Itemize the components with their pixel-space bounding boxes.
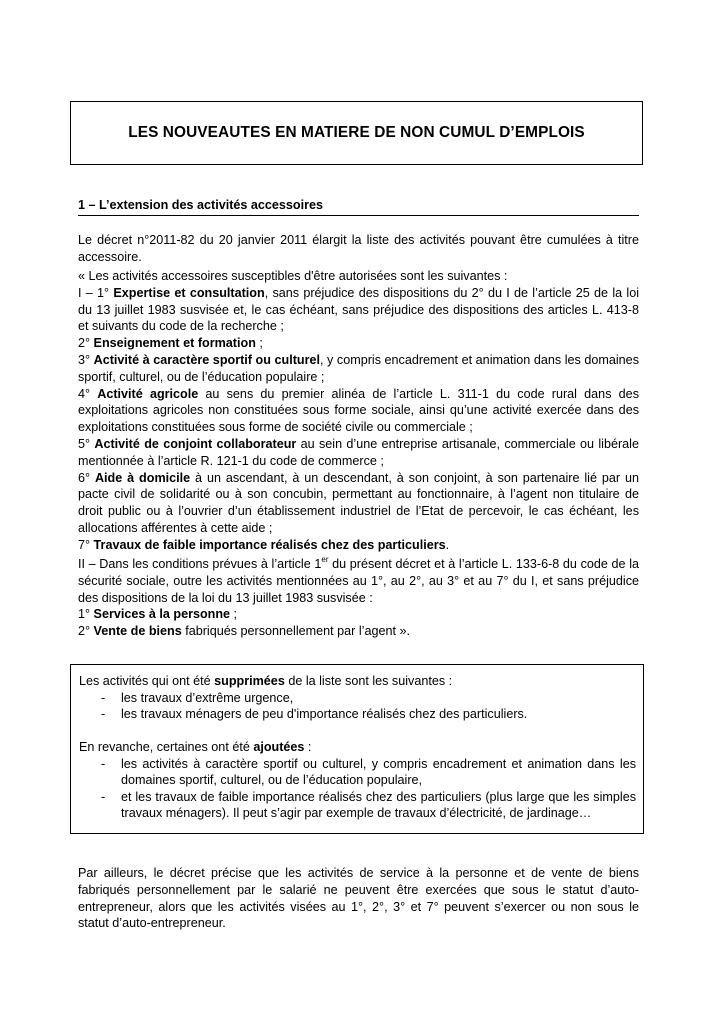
added-list [79,756,636,822]
section-heading: 1 – L’extension des activités accessoires [78,197,639,216]
ii-item-2: 2° Vente de biens fabriqués personnellement par l’agent ». [78,624,410,639]
item-5: 5° Activité de conjoint collaborateur au sein d’une entreprise artisanale, commerciale ou libérale mentionnée à l’article R. 121-1 du code de commerce ; [78,436,639,468]
section-ii [78,556,639,640]
added-intro: En revanche, certaines ont été ajoutées : [79,740,312,754]
removed-intro: Les activités qui ont été supprimées de la liste sont les suivantes : [79,674,453,688]
summary-box [70,664,644,834]
title-box [70,101,643,165]
list-item: - et les travaux de faible importance réalisés chez des particuliers (plus large que les simples travaux ménagers). Il peut s’agir par exemple de travaux d’électricité, de jardinage… [101,789,636,820]
ii-item-1: 1° Services à la personne ; [78,607,238,622]
list-item: - les activités à caractère sportif ou culturel, y compris encadrement et animation dans les domaines sportif, culturel, ou de l’éducation populaire, [101,756,636,787]
item-3: 3° Activité à caractère sportif ou culturel, y compris encadrement et animation dans les domaines sportif, culturel, ou de l’éducation populaire ; [78,352,639,384]
decree-quote [78,268,639,554]
page-title: LES NOUVEAUTES EN MATIERE DE NON CUMUL D’EMPLOIS [128,124,585,141]
list-item: - les travaux d’extrême urgence, [101,690,294,705]
intro-paragraph [78,232,639,266]
item-2: 2° Enseignement et formation ; [78,336,263,351]
list-item: - les travaux ménagers de peu d'importance réalisés chez des particuliers. [101,707,528,721]
item-6: 6° Aide à domicile à un ascendant, à un descendant, à son conjoint, à son partenaire lié par un pacte civil de solidarité ou à son concubin, permettant au fonctionnaire, à l’agent non titulaire de droit public ou à l’ouvrier d’un établissement industriel de l’Etat de percevoir, le cas échéant, les allocations afférentes à cette aide ; [78,470,639,535]
quote-open: « Les activités accessoires susceptibles d'être autorisées sont les suivantes : [78,269,508,283]
removed-list [79,690,636,723]
item-1: I – 1° Expertise et consultation, sans préjudice des dispositions du 2° du I de l’article 25 de la loi du 13 juillet 1983 susvisée et, le cas échéant, sans préjudice des dispositions des articles L. 413-8 et suivants du code de la recherche ; [78,285,639,334]
closing-text: Par ailleurs, le décret précise que les activités de service à la personne et de vente de biens fabriqués personnellement par le salarié ne peuvent être exercées que sous le statut d’auto-entrepreneur, alors que les activités visées au 1°, 2°, 3° et 7° peuvent s’exercer ou non sous le statut d’auto-entrepreneur. [78,866,639,931]
closing-paragraph [78,865,639,932]
item-7: 7° Travaux de faible importance réalisés chez des particuliers. [78,537,450,552]
item-4: 4° Activité agricole au sens du premier alinéa de l’article L. 311-1 du code rural dans des exploitations agricoles non constituées sous forme sociale, ainsi qu’une activité exercée dans des exploitations constituées sous forme de société civile ou commerciale ; [78,386,639,435]
intro-text: Le décret n°2011-82 du 20 janvier 2011 élargit la liste des activités pouvant être cumulées à titre accessoire. [78,233,639,264]
section-ii-text: II – Dans les conditions prévues à l’article 1er du présent décret et à l’article L. 133-6-8 du code de la sécurité sociale, outre les activités mentionnées au 1°, au 2°, au 3° et au 7° du I, et sans préjudice des dispositions de la loi du 13 juillet 1983 susvisée : [78,555,639,605]
